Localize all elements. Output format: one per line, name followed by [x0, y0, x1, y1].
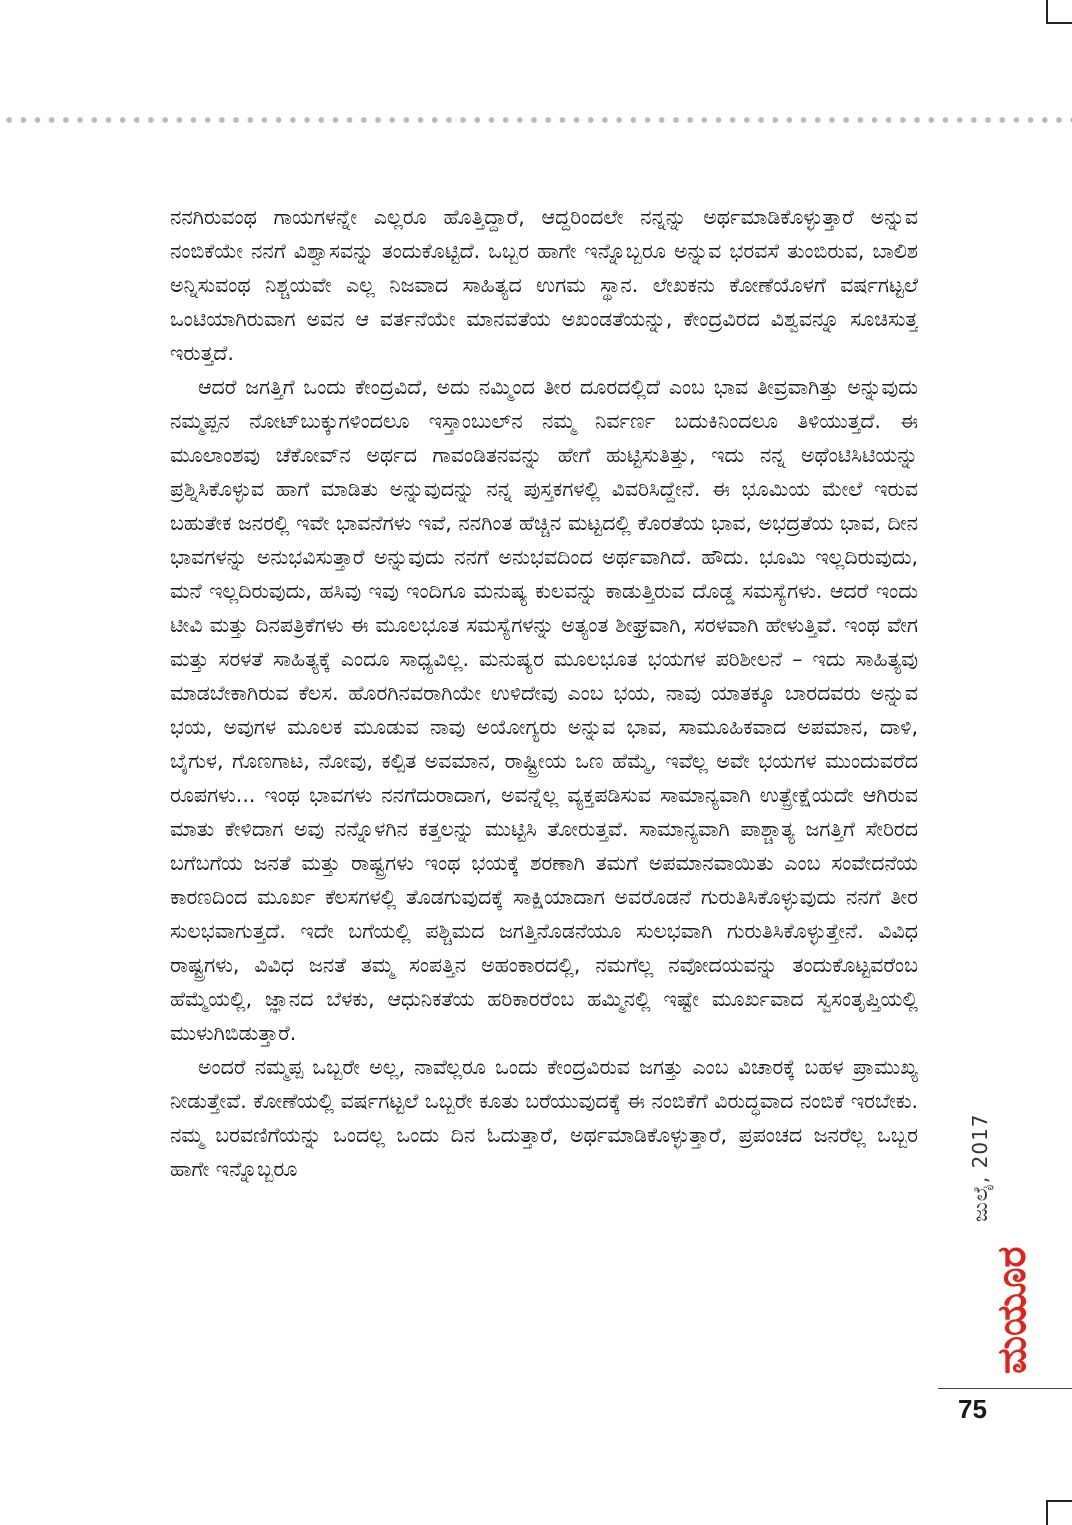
crop-mark-top — [1046, 0, 1072, 24]
issue-date: ಜುಲೈ, 2017 — [968, 1113, 992, 1222]
page-number: 75 — [958, 1394, 987, 1424]
paragraph: ನನಗಿರುವಂಥ ಗಾಯಗಳನ್ನೇ ಎಲ್ಲರೂ ಹೊತ್ತಿದ್ದಾರೆ, ಆದ್ದರಿಂದಲೇ ನನ್ನನ್ನು ಅರ್ಥಮಾಡಿಕೊಳ್ಳುತ್ತಾರೆ ಅನ್ನುವ ನಂಬಿಕೆಯೇ ನನಗೆ ವಿಶ್ವಾಸವನ್ನು ತಂದುಕೊಟ್ಟಿದೆ. ಒಬ್ಬರ ಹಾಗೇ ಇನ್ನೊಬ್ಬರೂ ಅನ್ನುವ ಭರವಸೆ ತುಂಬಿರುವ, ಬಾಲಿಶ ಅನ್ನಿಸುವಂಥ ನಿಶ್ಚಯವೇ ಎಲ್ಲ ನಿಜವಾದ ಸಾಹಿತ್ಯದ ಉಗಮ ಸ್ಥಾನ. ಲೇಖಕನು ಕೋಣೆಯೊಳಗೆ ವರ್ಷಗಟ್ಟಲೆ ಒಂಟಿಯಾಗಿರುವಾಗ ಅವನ ಆ ವರ್ತನೆಯೇ ಮಾನವತೆಯ ಅಖಂಡತೆಯನ್ನು, ಕೇಂದ್ರವಿರದ ವಿಶ್ವವನ್ನೂ ಸೂಚಿಸುತ್ತ ಇರುತ್ತದೆ. — [170, 205, 918, 365]
magazine-logo: ಮಯೂರ — [989, 1246, 1035, 1374]
paragraph: ಆದರೆ ಜಗತ್ತಿಗೆ ಒಂದು ಕೇಂದ್ರವಿದೆ, ಅದು ನಮ್ಮಿಂದ ತೀರ ದೂರದಲ್ಲಿದೆ ಎಂಬ ಭಾವ ತೀವ್ರವಾಗಿತ್ತು ಅನ್ನುವುದು ನಮ್ಮಪ್ಪನ ನೋಟ್‌ಬುಕ್ಕುಗಳಿಂದಲೂ ಇಸ್ತಾಂಬುಲ್‌ನ ನಮ್ಮ ನಿರ್ವರ್ಣ ಬದುಕಿನಿಂದಲೂ ತಿಳಿಯುತ್ತದೆ. ಈ ಮೂಲಾಂಶವು ಚೆಕೋವ್‌ನ ಅರ್ಥದ ಗಾವಂಡಿತನವನ್ನು ಹೇಗೆ ಹುಟ್ಟಿಸುತಿತ್ತು, ಇದು ನನ್ನ ಅಥೆಂಟಿಸಿಟಿಯನ್ನು ಪ್ರಶ್ನಿಸಿಕೊಳ್ಳುವ ಹಾಗೆ ಮಾಡಿತು ಅನ್ನುವುದನ್ನು ನನ್ನ ಪುಸ್ತಕಗಳಲ್ಲಿ ವಿವರಿಸಿದ್ದೇನೆ. ಈ ಭೂಮಿಯ ಮೇಲೆ ಇರುವ ಬಹುತೇಕ ಜನರಲ್ಲಿ ಇವೇ ಭಾವನೆಗಳು ಇವೆ, ನನಗಿಂತ ಹೆಚ್ಚಿನ ಮಟ್ಟದಲ್ಲಿ ಕೊರತೆಯ ಭಾವ, ಅಭದ್ರತೆಯ ಭಾವ, ದೀನ ಭಾವಗಳನ್ನು ಅನುಭವಿಸುತ್ತಾರೆ ಅನ್ನುವುದು ನನಗೆ ಅನುಭವದಿಂದ ಅರ್ಥವಾಗಿದೆ. ಹೌದು. ಭೂಮಿ ಇಲ್ಲದಿರುವುದು, ಮನೆ ಇಲ್ಲದಿರುವುದು, ಹಸಿವು ಇವು ಇಂದಿಗೂ ಮನುಷ್ಯ ಕುಲವನ್ನು ಕಾಡುತ್ತಿರುವ ದೊಡ್ಡ ಸಮಸ್ಯೆಗಳು. ಆದರೆ ಇಂದು ಟೀವಿ ಮತ್ತು ದಿನಪತ್ರಿಕೆಗಳು ಈ ಮೂಲಭೂತ ಸಮಸ್ಯೆಗಳನ್ನು ಅತ್ಯಂತ ಶೀಘ್ರವಾಗಿ, ಸರಳವಾಗಿ ಹೇಳುತ್ತಿವೆ. ಇಂಥ ವೇಗ ಮತ್ತು ಸರಳತೆ ಸಾಹಿತ್ಯಕ್ಕೆ ಎಂದೂ ಸಾಧ್ಯವಿಲ್ಲ. ಮನುಷ್ಯರ ಮೂಲಭೂತ ಭಯಗಳ ಪರಿಶೀಲನೆ – ಇದು ಸಾಹಿತ್ಯವು ಮಾಡಬೇಕಾಗಿರುವ ಕೆಲಸ. ಹೊರಗಿನವರಾಗಿಯೇ ಉಳಿದೇವು ಎಂಬ ಭಯ, ನಾವು ಯಾತಕ್ಕೂ ಬಾರದವರು ಅನ್ನುವ ಭಯ, ಅವುಗಳ ಮೂಲಕ ಮೂಡುವ ನಾವು ಅಯೋಗ್ಯರು ಅನ್ನುವ ಭಾವ, ಸಾಮೂಹಿಕವಾದ ಅಪಮಾನ, ದಾಳಿ, ಬೈಗುಳ, ಗೊಣಗಾಟ, ನೋವು, ಕಲ್ಪಿತ ಅವಮಾನ, ರಾಷ್ಟ್ರೀಯ ಒಣ ಹೆಮ್ಮೆ, ಇವೆಲ್ಲ ಅವೇ ಭಯಗಳ ಮುಂದುವರೆದ ರೂಪಗಳು... ಇಂಥ ಭಾವಗಳು ನನಗೆದುರಾದಾಗ, ಅವನ್ನೆಲ್ಲ ವ್ಯಕ್ತಪಡಿಸುವ ಸಾಮಾನ್ಯವಾಗಿ ಉತ್ಪ್ರೇಕ್ಷೆಯದೇ ಆಗಿರುವ ಮಾತು ಕೇಳಿದಾಗ ಅವು ನನ್ನೊಳಗಿನ ಕತ್ತಲನ್ನು ಮುಟ್ಟಿಸಿ ತೋರುತ್ತವೆ. ಸಾಮಾನ್ಯವಾಗಿ ಪಾಶ್ಚಾತ್ಯ ಜಗತ್ತಿಗೆ ಸೇರಿರದ ಬಗೆಬಗೆಯ ಜನತೆ ಮತ್ತು ರಾಷ್ಟ್ರಗಳು ಇಂಥ ಭಯಕ್ಕೆ ಶರಣಾಗಿ ತಮಗೆ ಅಪಮಾನವಾಯಿತು ಎಂಬ ಸಂವೇದನೆಯ ಕಾರಣದಿಂದ ಮೂರ್ಖ ಕೆಲಸಗಳಲ್ಲಿ ತೊಡಗುವುದಕ್ಕೆ ಸಾಕ್ಷಿಯಾದಾಗ ಅವರೊಡನೆ ಗುರುತಿಸಿಕೊಳ್ಳುವುದು ನನಗೆ ತೀರ ಸುಲಭವಾಗುತ್ತದೆ. ಇದೇ ಬಗೆಯಲ್ಲಿ ಪಶ್ಚಿಮದ ಜಗತ್ತಿನೊಡನೆಯೂ ಸುಲಭವಾಗಿ ಗುರುತಿಸಿಕೊಳ್ಳುತ್ತೇನೆ. ವಿವಿಧ ರಾಷ್ಟ್ರಗಳು, ವಿವಿಧ ಜನತೆ ತಮ್ಮ ಸಂಪತ್ತಿನ ಅಹಂಕಾರದಲ್ಲಿ, ನಮಗೆಲ್ಲ ನವೋದಯವನ್ನು ತಂದುಕೊಟ್ಟವರೆಂಬ ಹೆಮ್ಮೆಯಲ್ಲಿ, ಜ್ಞಾನದ ಬೆಳಕು, ಆಧುನಿಕತೆಯ ಹರಿಕಾರರೆಂಬ ಹಮ್ಮಿನಲ್ಲಿ ಇಷ್ಟೇ ಮೂರ್ಖವಾದ ಸ್ವಸಂತೃಪ್ತಿಯಲ್ಲಿ ಮುಳುಗಿಬಿಡುತ್ತಾರೆ. — [170, 375, 918, 1045]
folio-divider — [938, 1388, 1072, 1389]
article-body — [170, 200, 918, 1400]
crop-mark-bottom — [1046, 1500, 1072, 1525]
dotted-header-rule — [0, 116, 1072, 124]
paragraph: ಅಂದರೆ ನಮ್ಮಪ್ಪ ಒಬ್ಬರೇ ಅಲ್ಲ, ನಾವೆಲ್ಲರೂ ಒಂದು ಕೇಂದ್ರವಿರುವ ಜಗತ್ತು ಎಂಬ ವಿಚಾರಕ್ಕೆ ಬಹಳ ಪ್ರಾಮುಖ್ಯ ನೀಡುತ್ತೇವೆ. ಕೋಣೆಯಲ್ಲಿ ವರ್ಷಗಟ್ಟಲೆ ಒಬ್ಬರೇ ಕೂತು ಬರೆಯುವುದಕ್ಕೆ ಈ ನಂಬಿಕೆಗೆ ವಿರುದ್ಧವಾದ ನಂಬಿಕೆ ಇರಬೇಕು. ನಮ್ಮ ಬರವಣಿಗೆಯನ್ನು ಒಂದಲ್ಲ ಒಂದು ದಿನ ಓದುತ್ತಾರೆ, ಅರ್ಥಮಾಡಿಕೊಳ್ಳುತ್ತಾರೆ, ಪ್ರಪಂಚದ ಜನರೆಲ್ಲ ಒಬ್ಬರ ಹಾಗೇ ಇನ್ನೊಬ್ಬರೂ — [170, 1055, 918, 1181]
